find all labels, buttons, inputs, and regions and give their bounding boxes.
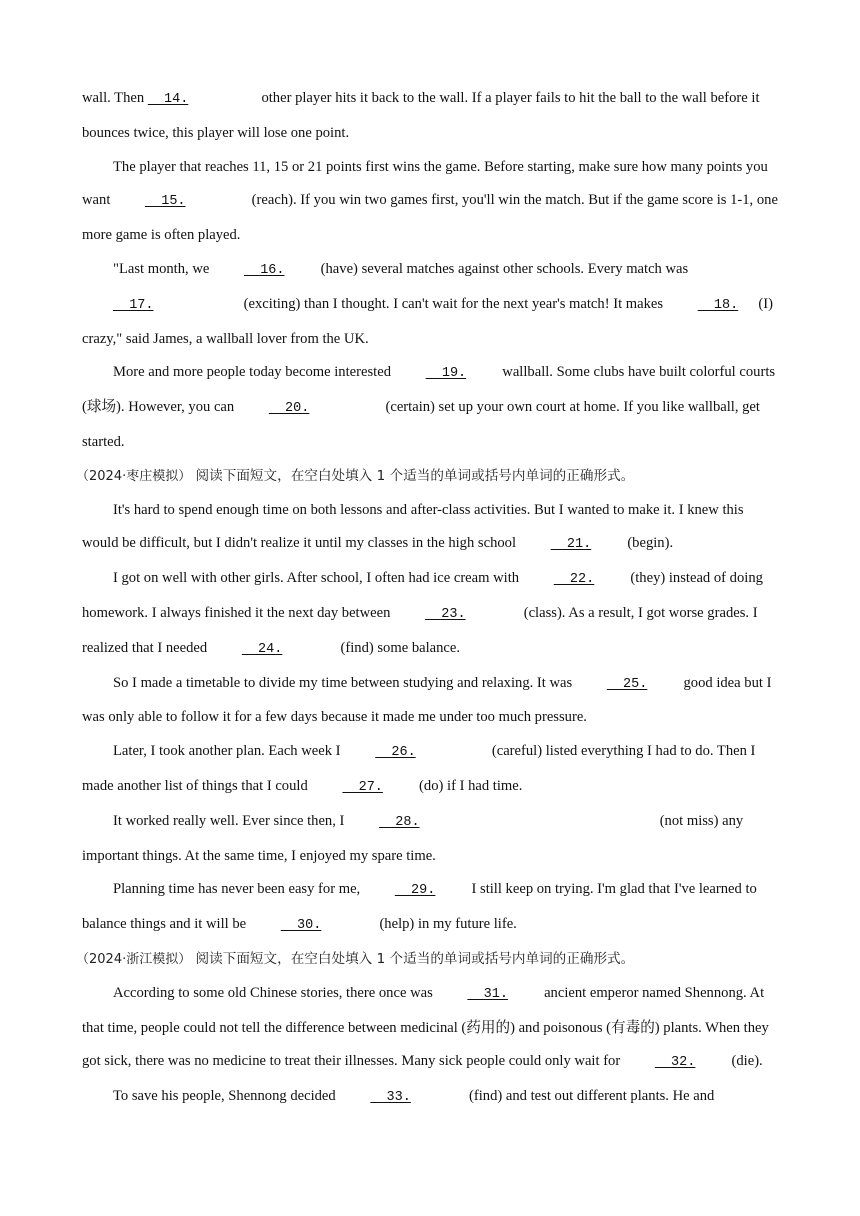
blank-number: 30. (280, 918, 322, 934)
answer-blank-14[interactable] (148, 82, 258, 117)
blank-number: 29. (394, 883, 436, 899)
blank-number: 27. (342, 779, 383, 795)
blank-number: 22. (553, 572, 595, 588)
blank-number: 32. (654, 1055, 696, 1071)
blank-number: 19. (425, 366, 467, 382)
blank-number: 15. (145, 194, 186, 210)
blank-number: 31. (467, 986, 508, 1002)
answer-blank-27[interactable] (311, 770, 415, 805)
answer-blank-19[interactable] (395, 356, 499, 391)
passage-paragraph: According to some old Chinese stories, there once was 31. ancient emperor named Shennong. At that time, people could not tell the difference between medicinal (药用的) and poisonous (有毒的) plants. When they got sick, there was no medicine to treat their illnesses. Many sick people could only wait for 32. (die). (82, 977, 782, 1080)
section-instruction (76, 943, 782, 977)
blank-number: 16. (244, 262, 285, 278)
blank-number: 24. (241, 641, 283, 657)
instruction-text: 阅读下面短文，在空白处填入 1 个适当的单词或括号内单词的正确形式。 (191, 467, 635, 484)
section-instruction (76, 460, 782, 494)
answer-blank-30[interactable] (250, 908, 376, 943)
answer-blank-17[interactable] (82, 288, 240, 323)
blank-number: 21. (550, 537, 592, 553)
answer-blank-20[interactable] (238, 391, 382, 426)
answer-blank-25[interactable] (576, 667, 680, 702)
passage-paragraph: The player that reaches 11, 15 or 21 points first wins the game. Before starting, make sure how many points you want 15. (reach). If you win two games first, you'll win the match. But if the game score is 1-1, one more game is often played. (82, 158, 778, 244)
blank-number: 18. (697, 297, 739, 313)
blank-number: 25. (606, 676, 648, 692)
passage-paragraph: More and more people today become interested 19. wallball. Some clubs have built colorful courts (球场). However, you can 20. (certain) set up your own court at home. If you like wallball, get started. (82, 356, 782, 459)
blank-number: 23. (425, 606, 466, 622)
passage-paragraph: Later, I took another plan. Each week I 26. (careful) listed everything I had to do. Then I made another list of things that I could 27. (do) if I had time. (82, 735, 782, 805)
blank-number: 20. (268, 401, 310, 417)
answer-blank-26[interactable] (344, 735, 488, 770)
passage-paragraph: wall. Then 14. other player hits it back to the wall. If a player fails to hit the ball to the wall before it bounces twice, this player will lose one point. (82, 82, 782, 151)
answer-blank-15[interactable] (114, 184, 248, 219)
passage-paragraph: "Last month, we 16. (have) several matches against other schools. Every match was 17. (exciting) than I thought. I can't wait for the next year's match! It makes 18. (I) crazy," said James, a wallball lover from the UK. (82, 253, 782, 356)
answer-blank-29[interactable] (364, 873, 468, 908)
answer-blank-31[interactable] (436, 977, 540, 1012)
passage-paragraph: It's hard to spend enough time on both lessons and after-class activities. But I wanted to make it. I knew this would be difficult, but I didn't realize it until my classes in the high school 21. (begin). (82, 494, 782, 563)
answer-blank-16[interactable] (213, 253, 317, 288)
source-label: （2024·枣庄模拟） (76, 468, 192, 484)
answer-blank-24[interactable] (211, 632, 337, 667)
answer-blank-23[interactable] (394, 597, 520, 632)
answer-blank-33[interactable] (339, 1080, 465, 1115)
answer-blank-18[interactable] (667, 288, 755, 323)
answer-blank-22[interactable] (523, 562, 627, 597)
blank-number: 33. (370, 1090, 411, 1106)
answer-blank-32[interactable] (624, 1045, 728, 1080)
instruction-text: 阅读下面短文，在空白处填入 1 个适当的单词或括号内单词的正确形式。 (191, 950, 635, 967)
answer-blank-21[interactable] (520, 527, 624, 562)
answer-blank-28[interactable] (348, 805, 656, 840)
blank-number: 17. (113, 297, 154, 313)
passage-paragraph: Planning time has never been easy for me, 29. I still keep on trying. I'm glad that I've learned to balance things and it will be 30. (help) in my future life. (82, 873, 782, 943)
source-label: （2024·浙江模拟） (76, 951, 192, 967)
blank-number: 28. (379, 814, 420, 830)
blank-number: 26. (375, 745, 416, 761)
document-page (76, 82, 782, 1115)
passage-paragraph: So I made a timetable to divide my time between studying and relaxing. It was 25. good idea but I was only able to follow it for a few days because it made me under too much pressure. (82, 667, 782, 736)
blank-number: 14. (147, 92, 189, 107)
passage-paragraph: To save his people, Shennong decided 33. (find) and test out different plants. He and (82, 1080, 782, 1115)
passage-paragraph: I got on well with other girls. After school, I often had ice cream with 22. (they) instead of doing homework. I always finished it the next day between 23. (class). As a result, I got worse grades. I realized that I needed 24. (find) some balance. (82, 562, 782, 666)
passage-paragraph: It worked really well. Ever since then, I 28. (not miss) any important things. At the same time, I enjoyed my spare time. (82, 805, 782, 874)
